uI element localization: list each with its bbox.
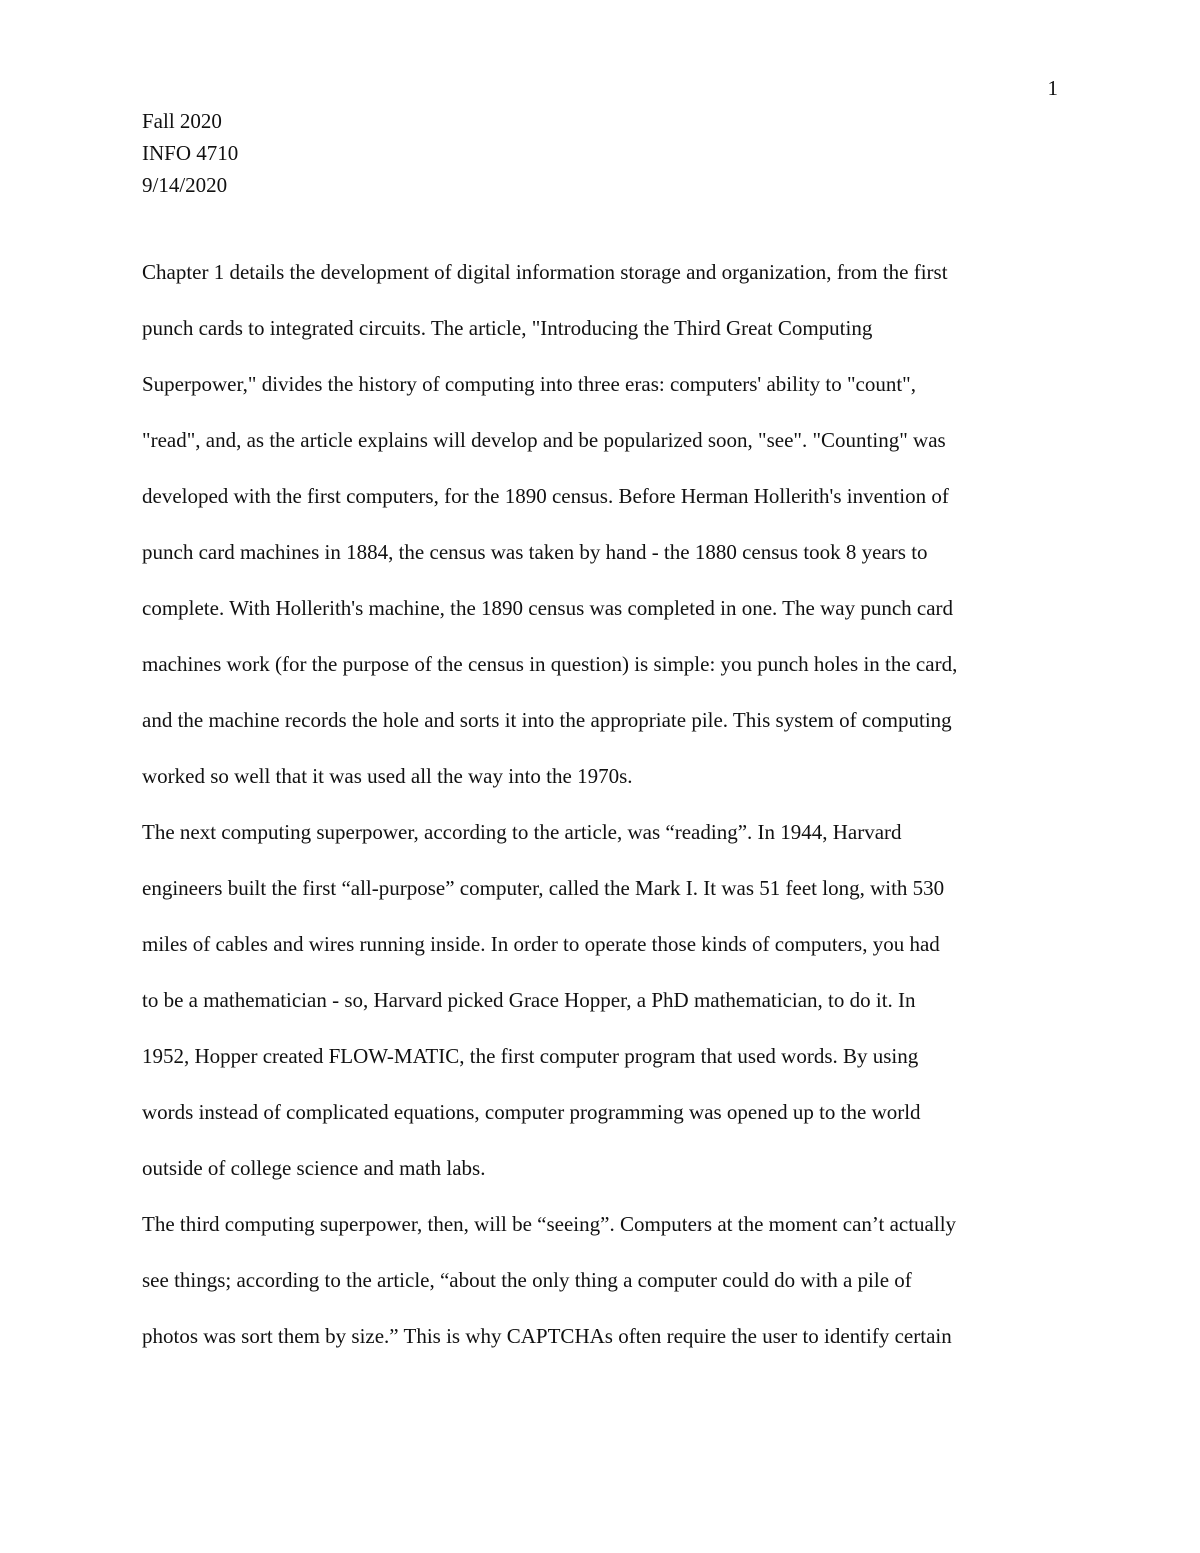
body-line: see things; according to the article, “about the only thing a computer could do with a pile of — [142, 1268, 912, 1292]
header-course: INFO 4710 — [142, 141, 239, 165]
header-block — [142, 105, 238, 201]
body-line: "read", and, as the article explains will develop and be popularized soon, "see". "Counting" was — [142, 428, 946, 452]
header-term: Fall 2020 — [142, 109, 222, 133]
body-line: photos was sort them by size.” This is why CAPTCHAs often require the user to identify certain — [142, 1324, 952, 1348]
body-line: to be a mathematician - so, Harvard picked Grace Hopper, a PhD mathematician, to do it. In — [142, 988, 916, 1012]
body-line: Superpower," divides the history of computing into three eras: computers' ability to "count", — [142, 372, 917, 396]
body-line: punch card machines in 1884, the census was taken by hand - the 1880 census took 8 years to — [142, 540, 928, 564]
body-line: Chapter 1 details the development of digital information storage and organization, from the first — [142, 260, 948, 284]
body-line: The third computing superpower, then, will be “seeing”. Computers at the moment can’t actually — [142, 1212, 957, 1236]
body-line: developed with the first computers, for the 1890 census. Before Herman Hollerith's invention of — [142, 484, 949, 508]
body-text — [142, 244, 1062, 1364]
body-line: and the machine records the hole and sorts it into the appropriate pile. This system of computing — [142, 708, 952, 732]
body-line: machines work (for the purpose of the census in question) is simple: you punch holes in the card, — [142, 652, 958, 676]
body-line: complete. With Hollerith's machine, the 1890 census was completed in one. The way punch card — [142, 596, 954, 620]
body-line: 1952, Hopper created FLOW-MATIC, the first computer program that used words. By using — [142, 1044, 919, 1068]
body-line: outside of college science and math labs. — [142, 1156, 486, 1180]
page-number: 1 — [1047, 76, 1058, 100]
body-line: words instead of complicated equations, computer programming was opened up to the world — [142, 1100, 921, 1124]
body-line: worked so well that it was used all the way into the 1970s. — [142, 764, 633, 788]
header-date: 9/14/2020 — [142, 173, 228, 197]
body-line: miles of cables and wires running inside. In order to operate those kinds of computers, you had — [142, 932, 940, 956]
body-line: punch cards to integrated circuits. The article, "Introducing the Third Great Computing — [142, 316, 873, 340]
body-line: The next computing superpower, according to the article, was “reading”. In 1944, Harvard — [142, 820, 902, 844]
body-line: engineers built the first “all-purpose” computer, called the Mark I. It was 51 feet long, with 530 — [142, 876, 945, 900]
